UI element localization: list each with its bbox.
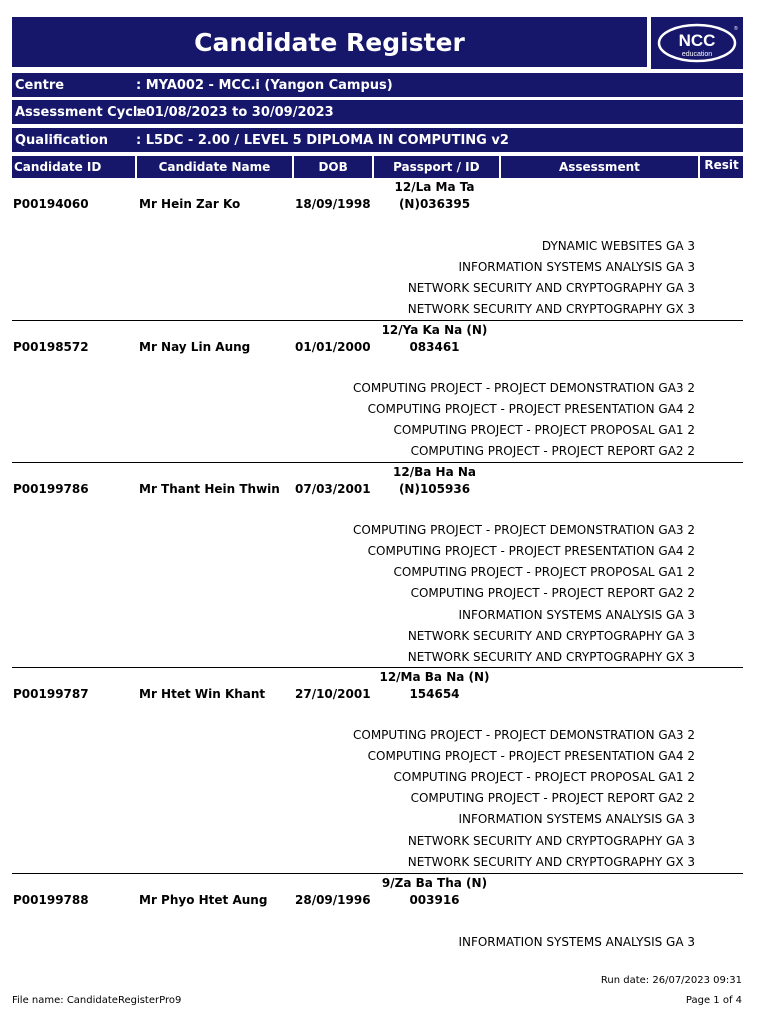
candidate-record (12, 463, 743, 668)
assessment-item: INFORMATION SYSTEMS ANALYSIS GA 3 (458, 608, 695, 622)
ncc-education-logo (651, 17, 743, 69)
candidate-name: Mr Hein Zar Ko (139, 197, 241, 211)
passport-line-2: (N)105936 (398, 482, 471, 496)
assessment-item: DYNAMIC WEBSITES GA 3 (541, 239, 695, 253)
table-header (12, 156, 743, 178)
passport-line-1: 12/Ba Ha Na (393, 465, 476, 479)
page-title: Candidate Register (12, 17, 647, 67)
column-header-dob: DOB (294, 156, 372, 178)
assessment-item: NETWORK SECURITY AND CRYPTOGRAPHY GX 3 (407, 302, 695, 316)
passport-line-2: 003916 (409, 893, 460, 907)
column-header-candidate-name: Candidate Name (137, 156, 293, 178)
assessment-item: COMPUTING PROJECT - PROJECT PRESENTATION GA4 2 (367, 749, 695, 763)
assessment-item: COMPUTING PROJECT - PROJECT PROPOSAL GA1 2 (393, 423, 695, 437)
assessment-item: COMPUTING PROJECT - PROJECT PROPOSAL GA1 2 (393, 770, 695, 784)
column-header-resit: Resit (700, 156, 743, 178)
candidate-name: Mr Phyo Htet Aung (139, 893, 268, 907)
page-number: Page 1 of 4 (685, 995, 742, 1006)
assessment-item: COMPUTING PROJECT - PROJECT DEMONSTRATION GA3 2 (353, 381, 695, 395)
assessment-item: COMPUTING PROJECT - PROJECT DEMONSTRATION GA3 2 (353, 523, 695, 537)
passport-line-1: 12/La Ma Ta (394, 180, 475, 194)
candidate-name: Mr Nay Lin Aung (139, 340, 251, 354)
candidate-record (12, 321, 743, 463)
candidate-id: P00199786 (13, 482, 89, 496)
assessment-item: NETWORK SECURITY AND CRYPTOGRAPHY GX 3 (407, 650, 695, 664)
candidate-dob: 28/09/1996 (295, 893, 371, 907)
candidate-dob: 07/03/2001 (295, 482, 371, 496)
assessment-item: COMPUTING PROJECT - PROJECT DEMONSTRATION GA3 2 (353, 728, 695, 742)
passport-line-2: 154654 (409, 687, 460, 701)
assessment-item: INFORMATION SYSTEMS ANALYSIS GA 3 (458, 935, 695, 949)
candidate-record (12, 668, 743, 874)
candidate-dob: 01/01/2000 (295, 340, 371, 354)
candidate-id: P00199787 (13, 687, 89, 701)
candidate-record (12, 874, 743, 954)
candidate-passport (372, 322, 497, 356)
passport-line-1: 9/Za Ba Tha (N) (381, 876, 488, 890)
passport-line-2: (N)036395 (398, 197, 471, 211)
svg-text:NCC: NCC (678, 31, 716, 50)
centre-label: Centre (15, 77, 65, 93)
assessment-item: NETWORK SECURITY AND CRYPTOGRAPHY GA 3 (407, 834, 695, 848)
candidate-id: P00194060 (13, 197, 89, 211)
assessment-item: INFORMATION SYSTEMS ANALYSIS GA 3 (458, 812, 695, 826)
assessment-item: COMPUTING PROJECT - PROJECT REPORT GA2 2 (410, 791, 695, 805)
assessment-item: INFORMATION SYSTEMS ANALYSIS GA 3 (458, 260, 695, 274)
passport-line-2: 083461 (409, 340, 460, 354)
candidate-id: P00199788 (13, 893, 89, 907)
candidate-name: Mr Htet Win Khant (139, 687, 266, 701)
candidate-dob: 18/09/1998 (295, 197, 371, 211)
assessment-item: COMPUTING PROJECT - PROJECT PROPOSAL GA1 2 (393, 565, 695, 579)
qualification-label: Qualification (15, 132, 108, 148)
candidate-passport (372, 179, 497, 213)
assessment-item: NETWORK SECURITY AND CRYPTOGRAPHY GX 3 (407, 855, 695, 869)
assessment-item: COMPUTING PROJECT - PROJECT PRESENTATION GA4 2 (367, 402, 695, 416)
assessment-cycle-row (12, 100, 743, 124)
qualification-row (12, 128, 743, 152)
assessment-item: COMPUTING PROJECT - PROJECT REPORT GA2 2 (410, 444, 695, 458)
candidate-id: P00198572 (13, 340, 89, 354)
candidate-dob: 27/10/2001 (295, 687, 371, 701)
assessment-cycle-value: : 01/08/2023 to 30/09/2023 (136, 104, 334, 120)
passport-line-1: 12/Ma Ba Na (N) (379, 670, 490, 684)
candidate-name: Mr Thant Hein Thwin (139, 482, 280, 496)
qualification-value: : L5DC - 2.00 / LEVEL 5 DIPLOMA IN COMPUTING v2 (136, 132, 509, 148)
column-header-assessment: Assessment (501, 156, 698, 178)
candidate-passport (372, 669, 497, 703)
column-header-candidate-id: Candidate ID (12, 156, 135, 178)
assessment-item: NETWORK SECURITY AND CRYPTOGRAPHY GA 3 (407, 629, 695, 643)
svg-text:®: ® (734, 26, 738, 32)
candidate-passport (372, 464, 497, 498)
passport-line-1: 12/Ya Ka Na (N) (381, 323, 488, 337)
assessment-item: NETWORK SECURITY AND CRYPTOGRAPHY GA 3 (407, 281, 695, 295)
assessment-cycle-label: Assessment Cycle (15, 104, 147, 120)
assessment-item: COMPUTING PROJECT - PROJECT REPORT GA2 2 (410, 586, 695, 600)
run-date: Run date: 26/07/2023 09:31 (600, 975, 742, 986)
svg-text:education: education (681, 51, 713, 58)
assessment-item: COMPUTING PROJECT - PROJECT PRESENTATION GA4 2 (367, 544, 695, 558)
column-header-passport: Passport / ID (374, 156, 499, 178)
candidate-record (12, 179, 743, 321)
candidate-passport (372, 875, 497, 909)
file-name: File name: CandidateRegisterPro9 (12, 995, 182, 1006)
centre-value: : MYA002 - MCC.i (Yangon Campus) (136, 77, 393, 93)
centre-row (12, 73, 743, 97)
